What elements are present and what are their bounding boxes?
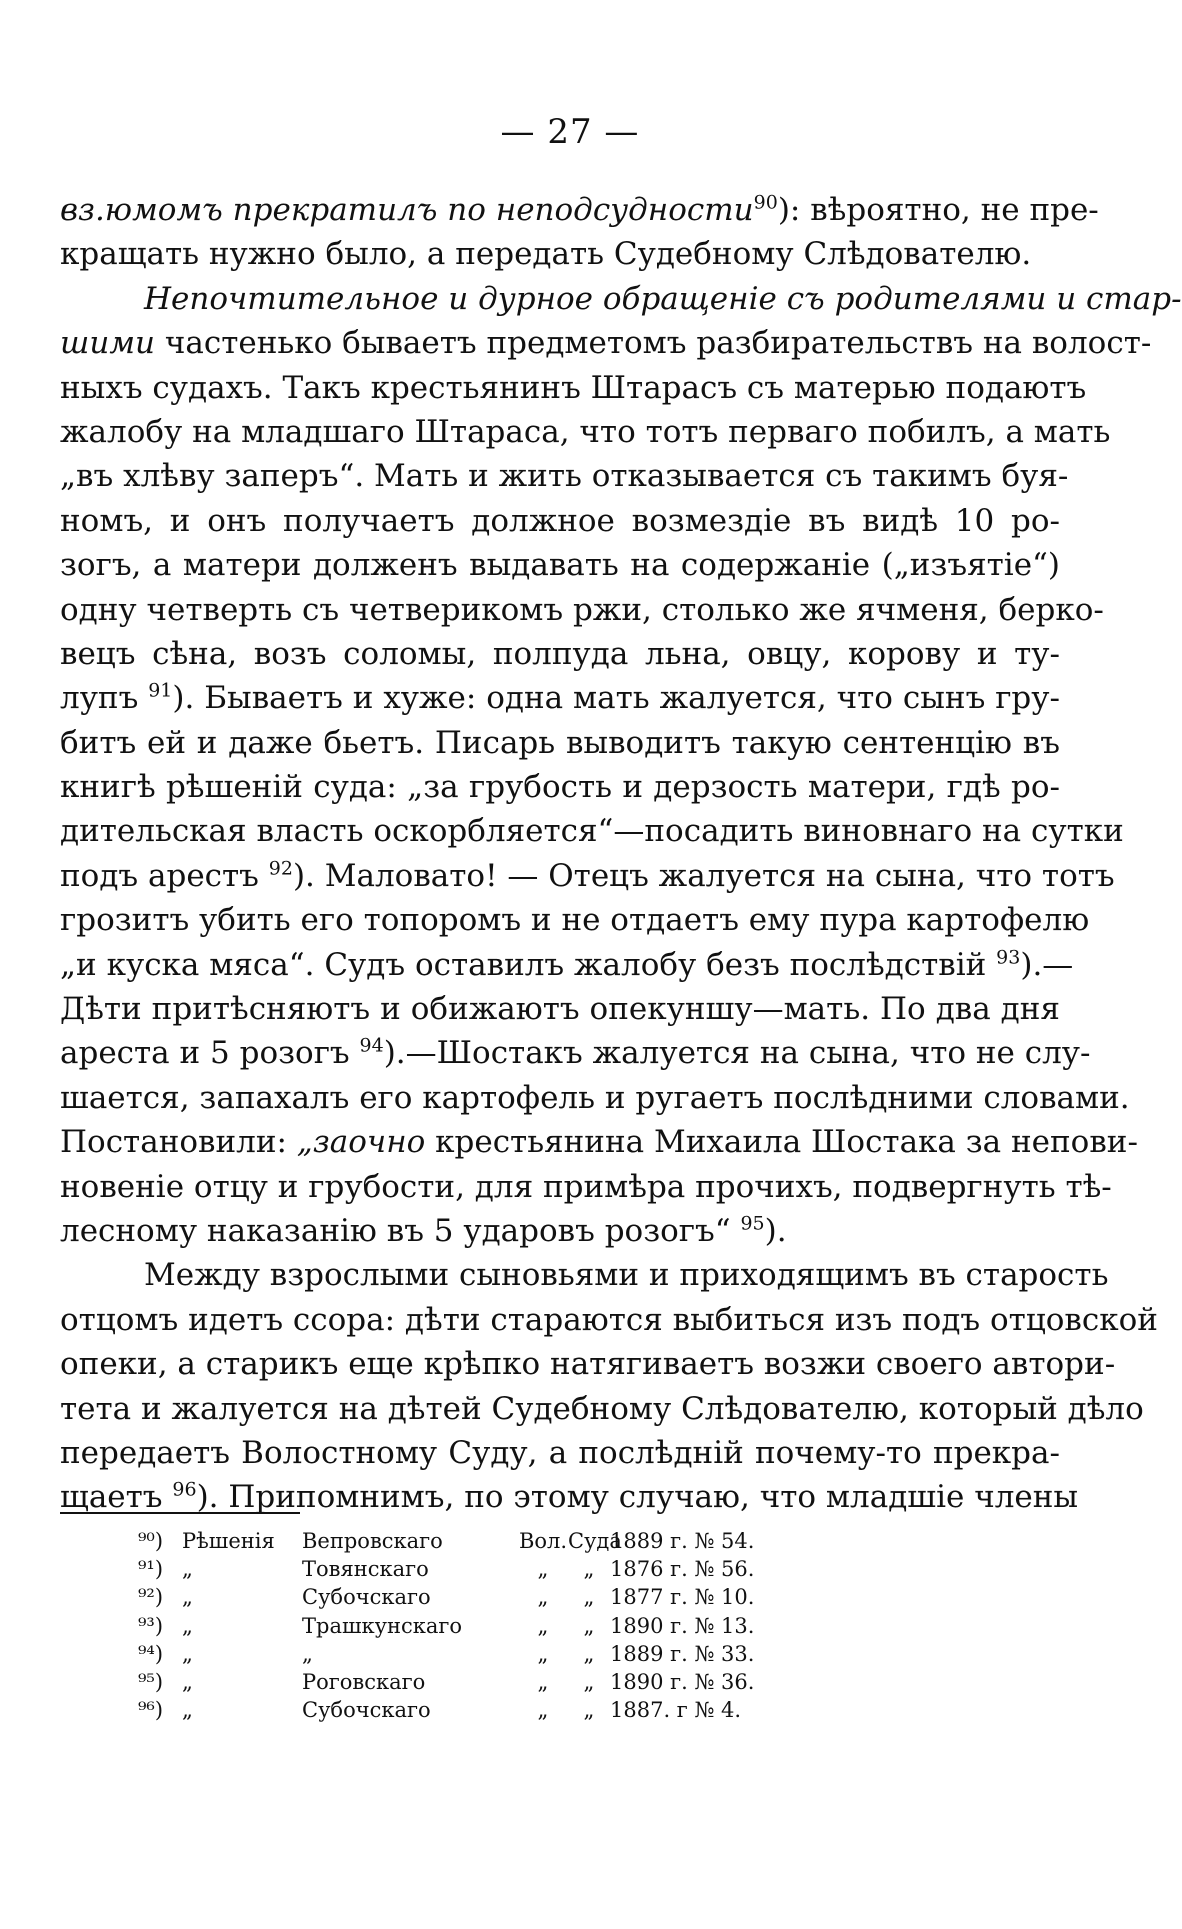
- footnote-number: ⁹⁰): [138, 1529, 164, 1553]
- footnote-item: [138, 1640, 858, 1668]
- text-segment: „и куска мяса“. Судъ оставилъ жалобу безъ послѣдствій: [60, 946, 997, 983]
- text-segment: жалобу на младшаго Штараса, что тотъ перваго побилъ, а мать: [60, 413, 1111, 450]
- footnote-divider: [60, 1512, 300, 1514]
- text-segment: ареста и 5 розогъ: [60, 1035, 360, 1072]
- text-segment: вецъ сѣна, возъ соломы, полпуда льна, овцу, корову и ту-: [60, 635, 1060, 672]
- footnote-ditto: Суда: [568, 1529, 622, 1553]
- footnote-item: [138, 1583, 858, 1611]
- footnote-number: ⁹²): [138, 1585, 164, 1610]
- text-segment: ныхъ судахъ. Такъ крестьянинъ Штарасъ съ матерью подаютъ: [60, 369, 1087, 406]
- text-line: [60, 454, 1069, 498]
- text-segment: ): вѣроятно, не пре-: [777, 192, 1099, 228]
- footnote-court: Товянскаго: [302, 1557, 429, 1582]
- text-segment: книгѣ рѣшеній суда: „за грубость и дерзость матери, гдѣ ро-: [60, 769, 1060, 806]
- footnote-ditto: „: [537, 1557, 549, 1582]
- footnote-ditto: „: [583, 1613, 595, 1638]
- text-segment: битъ ей и даже бьетъ. Писарь выводитъ такую сентенцію въ: [60, 724, 1060, 761]
- footnote-ditto: „: [537, 1641, 549, 1666]
- text-segment: передаетъ Волостному Суду, а послѣдній почему-то прекра-: [60, 1434, 1060, 1471]
- footnote-item: [138, 1612, 858, 1640]
- text-segment: отцомъ идетъ ссора: дѣти стараются выбиться изъ подъ отцовской: [60, 1301, 1158, 1338]
- page-number: — 27 —: [500, 112, 640, 152]
- footnote-ditto: „: [537, 1669, 549, 1694]
- footnote-source: „: [182, 1557, 193, 1582]
- text-line: [60, 543, 1060, 587]
- text-segment: подъ арестъ: [60, 857, 269, 894]
- footnote-number: ⁹⁶): [138, 1698, 164, 1723]
- footnote-year: 1890 г. № 36.: [610, 1669, 755, 1694]
- text-segment: новеніе отцу и грубости, для примѣра прочихъ, подвергнуть тѣ-: [60, 1168, 1112, 1205]
- text-segment: Дѣти притѣсняютъ и обижаютъ опекуншу—мать. По два дня: [60, 991, 1060, 1028]
- text-segment: щаетъ: [60, 1479, 173, 1516]
- text-segment: ). Припомнимъ, по этому случаю, что младшіе члены: [196, 1479, 1079, 1516]
- italic-text: Непочтительное и дурное обращеніе съ родителями и стар-: [144, 280, 1182, 317]
- footnote-source: „: [182, 1613, 193, 1638]
- text-line: [60, 1298, 1158, 1342]
- text-line: [60, 1253, 1109, 1297]
- footnote-reference: 92: [268, 857, 293, 880]
- footnote-reference: 91: [148, 679, 173, 702]
- footnote-ditto: „: [583, 1641, 595, 1666]
- text-segment: кращать нужно было, а передать Судебному Слѣдователю.: [60, 236, 1032, 273]
- footnote-item: [138, 1555, 858, 1583]
- text-segment: Между взрослыми сыновьями и приходящимъ въ старость: [144, 1257, 1109, 1294]
- text-segment: частенько бываетъ предметомъ разбирательствъ на волост-: [155, 325, 1152, 362]
- footnote-number: ⁹⁴): [138, 1641, 164, 1666]
- text-line: [60, 1165, 1112, 1209]
- text-line: [60, 1387, 1144, 1431]
- text-segment: дительская власть оскорбляется“—посадить виновнаго на сутки: [60, 813, 1124, 850]
- footnote-ditto: „: [537, 1585, 549, 1610]
- text-segment: грозитъ убить его топоромъ и не отдаетъ ему пура картофелю: [60, 902, 1090, 939]
- text-line: [60, 232, 1060, 276]
- italic-text: шими: [60, 325, 155, 362]
- text-line: [60, 898, 1090, 942]
- text-line: [60, 366, 1087, 410]
- text-line: [60, 854, 1115, 898]
- text-line: [60, 987, 1060, 1031]
- footnote-item: [138, 1696, 858, 1724]
- footnote-ditto: „: [537, 1698, 549, 1723]
- text-line: [60, 943, 1074, 987]
- footnote-year: 1876 г. № 56.: [610, 1557, 755, 1582]
- footnote-ditto: „: [583, 1585, 595, 1610]
- footnote-number: ⁹³): [138, 1613, 164, 1638]
- text-line: [60, 676, 1060, 720]
- text-line: [60, 277, 1182, 321]
- footnote-source: „: [182, 1641, 193, 1666]
- footnote-ditto: „: [537, 1613, 549, 1638]
- footnote-source: „: [182, 1669, 193, 1694]
- text-segment: лупъ: [60, 680, 149, 717]
- body-text: [60, 188, 1182, 1520]
- text-segment: ). Бываетъ и хуже: одна мать жалуется, что сынъ гру-: [172, 680, 1060, 717]
- text-segment: шается, запахалъ его картофель и ругаетъ послѣдними словами.: [60, 1079, 1130, 1116]
- text-line: [60, 1209, 1060, 1253]
- footnote-source: Рѣшенія: [182, 1529, 275, 1553]
- footnote-court: Субочскаго: [302, 1698, 431, 1723]
- footnote-source: „: [182, 1585, 193, 1610]
- text-line: [60, 499, 1060, 543]
- text-segment: ).—Шостакъ жалуется на сына, что не слу-: [383, 1035, 1091, 1072]
- text-line: [60, 321, 1152, 365]
- footnote-court: Субочскаго: [302, 1585, 431, 1610]
- footnote-year: 1889 г. № 33.: [610, 1641, 755, 1666]
- text-segment: лесному наказанію въ 5 ударовъ розогъ“: [60, 1212, 741, 1249]
- text-line: [60, 809, 1124, 853]
- text-line: [60, 588, 1104, 632]
- text-segment: ).: [764, 1212, 787, 1249]
- footnote-ditto: „: [583, 1669, 595, 1694]
- text-line: [60, 1120, 1138, 1164]
- text-line: [60, 765, 1060, 809]
- text-segment: „въ хлѣву заперъ“. Мать и жить отказывается съ такимъ буя-: [60, 458, 1069, 495]
- footnote-reference: 93: [996, 946, 1021, 969]
- footnote-ditto: „: [583, 1698, 595, 1723]
- footnote-court: „: [302, 1641, 313, 1666]
- text-line: [60, 632, 1060, 676]
- footnote-reference: 96: [172, 1479, 197, 1501]
- text-line: [60, 721, 1060, 765]
- text-line: [60, 1076, 1130, 1120]
- italic-text: вз.юмомъ прекратилъ по неподсудности: [60, 192, 754, 228]
- footnote-item: [138, 1668, 858, 1696]
- text-segment: зогъ, а матери долженъ выдавать на содержаніе („изъятіе“): [60, 547, 1060, 584]
- footnote-source: „: [182, 1698, 193, 1723]
- footnote-court: Трашкунскаго: [302, 1613, 463, 1638]
- text-segment: номъ, и онъ получаетъ должное возмездіе въ видѣ 10 ро-: [60, 502, 1060, 539]
- text-line: [60, 1342, 1116, 1386]
- footnotes: [138, 1527, 858, 1724]
- footnote-ditto: „: [583, 1557, 595, 1582]
- text-line: [60, 410, 1111, 454]
- text-segment: крестьянина Михаила Шостака за непови-: [425, 1124, 1138, 1161]
- text-segment: ).—: [1020, 946, 1074, 983]
- footnote-ditto: Вол.: [518, 1529, 568, 1553]
- footnote-year: 1889 г. № 54.: [610, 1529, 755, 1553]
- text-segment: Постановили:: [60, 1124, 297, 1161]
- footnote-reference: 90: [753, 191, 778, 214]
- text-segment: одну четверть съ четверикомъ ржи, столько же ячменя, берко-: [60, 591, 1104, 628]
- footnote-reference: 95: [740, 1212, 765, 1235]
- text-segment: тета и жалуется на дѣтей Судебному Слѣдователю, который дѣло: [60, 1390, 1144, 1427]
- footnote-year: 1887. г № 4.: [610, 1698, 742, 1723]
- footnote-year: 1877 г. № 10.: [610, 1585, 755, 1610]
- footnote-number: ⁹⁵): [138, 1669, 164, 1694]
- footnote-item: [138, 1527, 858, 1555]
- footnote-reference: 94: [359, 1035, 384, 1058]
- footnote-number: ⁹¹): [138, 1557, 164, 1582]
- footnote-court: Вепровскаго: [302, 1529, 443, 1553]
- text-line: [60, 1431, 1060, 1475]
- text-line: [60, 1031, 1091, 1075]
- footnote-court: Роговскаго: [302, 1669, 426, 1694]
- footnote-year: 1890 г. № 13.: [610, 1613, 755, 1638]
- text-segment: ). Маловато! — Отецъ жалуется на сына, что тотъ: [292, 857, 1115, 894]
- text-segment: опеки, а старикъ еще крѣпко натягиваетъ возжи своего автори-: [60, 1346, 1116, 1383]
- italic-text: „заочно: [296, 1124, 426, 1161]
- text-line: [60, 188, 1099, 232]
